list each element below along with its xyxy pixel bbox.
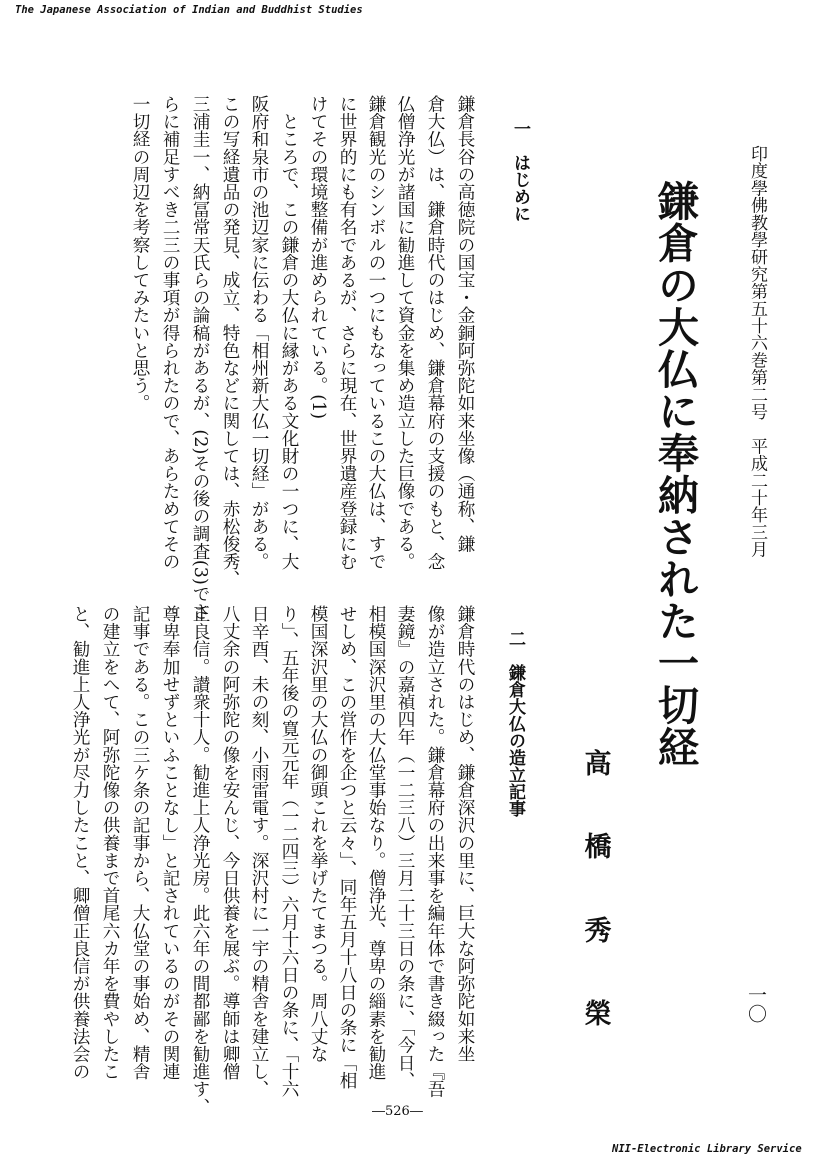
section1-body [0, 95, 827, 621]
body-line: に世界的にも有名であるが、さらに現在、世界遺産登録にむ [337, 95, 357, 571]
body-line: 仏僧浄光が諸国に勧進して資金を集め造立した巨像である。 [395, 95, 415, 571]
body-line: けてその環境整備が進められている。(1) [308, 95, 328, 420]
body-line: らに補足すべき二三の事項が得られたので、あらためてその [160, 95, 180, 571]
body-line: せしめ、この営作を企つと云々」、同年五月十八日の条に「相 [337, 605, 357, 1089]
body-line: ところで、この鎌倉の大仏に縁がある文化財の一つに、大 [279, 95, 299, 571]
body-line: 三浦圭一、納冨常天氏らの論稿があるが、(2)その後の調査(3)でさ [190, 95, 210, 621]
society-header: The Japanese Association of Indian and Buddhist Studies [15, 4, 363, 16]
body-line: 正良信。讃衆十人。勧進上人浄光房。此六年の間都鄙を勧進す、 [190, 605, 210, 1116]
page-number-bottom: ―526― [372, 1104, 423, 1119]
body-line: 像が造立された。鎌倉幕府の出来事を編年体で書き綴った『吾 [425, 605, 445, 1098]
body-line: り」、五年後の寛元元年（一二四三）六月十六日の条に、「十六 [279, 605, 299, 1098]
page-number-top: 一〇 [745, 985, 767, 1023]
body-line: 一切経の周辺を考察してみたいと思う。 [130, 95, 150, 412]
body-line: 記事である。この三ケ条の記事から、大仏堂の事始め、精舎 [130, 605, 150, 1081]
author-char: 高 [584, 749, 612, 780]
author-char: 橋 [584, 832, 612, 864]
body-line: 模国深沢里の大仏の御頭これを挙げたてまつる。周八丈な [308, 605, 328, 1063]
journal-info: 印度學佛教學研究第五十六巻第二号 平成二十年三月 [747, 145, 767, 558]
body-line: 尊卑奉加せずといふことなし」と記されているのがその関連 [160, 605, 180, 1081]
body-line: 阪府和泉市の池辺家に伝わる「相州新大仏一切経」がある。 [249, 95, 269, 571]
section2-heading: 二 鎌倉大仏の造立記事 [505, 630, 525, 817]
body-line: 鎌倉観光のシンボルの一つにもなっているこの大仏は、すで [366, 95, 386, 571]
author-char: 榮 [584, 998, 612, 1030]
library-service-footer: NII-Electronic Library Service [612, 1143, 802, 1155]
body-line: と、勧進上人浄光が尽力したこと、卿僧正良信が供養法会の [70, 605, 90, 1081]
body-line: 八丈余の阿弥陀の像を安んじ、今日供養を展ぶ。導師は卿僧 [220, 605, 240, 1081]
section1-heading: 一 はじめに [510, 120, 530, 222]
body-line: 倉大仏）は、鎌倉時代のはじめ、鎌倉幕府の支援のもと、念 [425, 95, 445, 571]
author-char: 秀 [584, 915, 612, 947]
body-line: の建立をへて、阿弥陀像の供養まで首尾六カ年を費やしたこ [100, 605, 120, 1081]
body-line: 相模国深沢里の大仏堂事始なり。僧浄光、尊卑の緇素を勧進 [366, 605, 386, 1081]
body-line: この写経遺品の発見、成立、特色などに関しては、赤松俊秀、 [220, 95, 240, 588]
body-line: 日辛酉、未の刻、小雨雷電す。深沢村に一宇の精舎を建立し、 [249, 605, 269, 1098]
body-line: 鎌倉長谷の高徳院の国宝・金銅阿弥陀如来坐像（通称、鎌 [455, 95, 475, 553]
body-line: 鎌倉時代のはじめ、鎌倉深沢の里に、巨大な阿弥陀如来坐 [455, 605, 475, 1063]
body-line: 妻鏡』の嘉禎四年（一二三八）三月二十三日の条に、「今日、 [395, 605, 415, 1089]
article-title: 鎌倉の大仏に奉納された一切経 [651, 180, 699, 768]
